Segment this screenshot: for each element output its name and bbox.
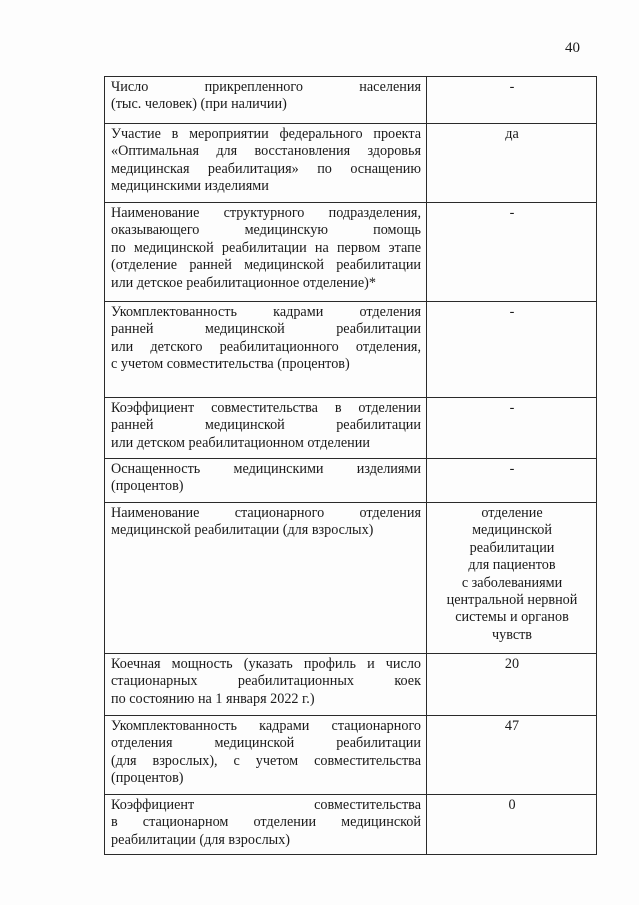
- value-line: -: [509, 205, 515, 221]
- value-line: -: [509, 79, 515, 95]
- row-value: [427, 654, 597, 716]
- table-row: [105, 716, 597, 795]
- row-label: [105, 398, 427, 459]
- value-line: отделение: [481, 505, 543, 521]
- label-line: (процентов): [111, 770, 184, 787]
- label-line: стационарных реабилитационных коек: [111, 673, 421, 690]
- label-line: «Оптимальная для восстановления здоровья: [111, 143, 421, 160]
- label-line: медицинскими изделиями: [111, 178, 269, 195]
- value-line: да: [505, 126, 519, 142]
- value-line: чувств: [491, 626, 533, 643]
- label-line: отделения медицинской реабилитации: [111, 735, 421, 752]
- label-line: Наименование структурного подразделения,: [111, 205, 421, 221]
- label-line: Участие в мероприятии федерального проекта: [111, 126, 421, 142]
- value-line: -: [509, 304, 515, 320]
- value-line: 20: [504, 656, 520, 672]
- label-line: оказывающего медицинскую помощь: [111, 222, 421, 239]
- row-value: [427, 398, 597, 459]
- info-table: [104, 76, 597, 855]
- label-line: медицинской реабилитации (для взрослых): [111, 522, 374, 539]
- table-row: [105, 503, 597, 654]
- value-line: -: [509, 461, 515, 477]
- row-label: [105, 795, 427, 855]
- value-line: реабилитации: [469, 539, 555, 556]
- label-line: или детское реабилитационное отделение)*: [111, 274, 376, 291]
- table-row: [105, 795, 597, 855]
- table-row: [105, 124, 597, 203]
- row-label: [105, 77, 427, 124]
- label-line: ранней медицинской реабилитации: [111, 417, 421, 434]
- value-line: с заболеваниями: [461, 574, 563, 591]
- row-value: [427, 503, 597, 654]
- label-line: (тыс. человек) (при наличии): [111, 96, 287, 113]
- row-label: [105, 459, 427, 503]
- row-label: [105, 203, 427, 302]
- table-row: [105, 203, 597, 302]
- value-line: системы и органов: [455, 609, 569, 626]
- row-value: [427, 203, 597, 302]
- value-line: центральной нервной: [446, 592, 578, 609]
- table-row: [105, 77, 597, 124]
- label-line: или детском реабилитационном отделении: [111, 434, 370, 451]
- label-line: по медицинской реабилитации на первом этапе: [111, 239, 421, 256]
- label-line: Число прикрепленного населения: [111, 79, 421, 95]
- table-row: [105, 398, 597, 459]
- label-line: или детского реабилитационного отделения,: [111, 338, 421, 355]
- row-value: [427, 716, 597, 795]
- value-line: медицинской: [472, 522, 552, 539]
- row-label: [105, 503, 427, 654]
- label-line: Коэффициент совместительства в отделении: [111, 400, 421, 416]
- label-line: Укомплектованность кадрами стационарного: [111, 718, 421, 734]
- row-label: [105, 716, 427, 795]
- value-line: 47: [504, 718, 520, 734]
- page-number: 40: [565, 40, 580, 56]
- row-value: [427, 77, 597, 124]
- label-line: Наименование стационарного отделения: [111, 505, 421, 521]
- label-line: с учетом совместительства (процентов): [111, 356, 350, 373]
- row-value: [427, 459, 597, 503]
- label-line: (процентов): [111, 478, 184, 495]
- value-line: 0: [508, 797, 516, 813]
- row-label: [105, 654, 427, 716]
- value-line: -: [509, 400, 515, 416]
- table-row: [105, 459, 597, 503]
- value-line: для пациентов: [468, 557, 556, 574]
- label-line: по состоянию на 1 января 2022 г.): [111, 690, 315, 707]
- label-line: медицинская реабилитация» по оснащению: [111, 160, 421, 177]
- label-line: (для взрослых), с учетом совместительства: [111, 752, 421, 769]
- row-label: [105, 124, 427, 203]
- label-line: (отделение ранней медицинской реабилитации: [111, 257, 421, 274]
- table-row: [105, 302, 597, 398]
- row-value: [427, 302, 597, 398]
- label-line: Оснащенность медицинскими изделиями: [111, 461, 421, 477]
- table-row: [105, 654, 597, 716]
- row-value: [427, 124, 597, 203]
- label-line: Коэффициент совместительства: [111, 797, 421, 813]
- label-line: в стационарном отделении медицинской: [111, 814, 421, 831]
- label-line: ранней медицинской реабилитации: [111, 321, 421, 338]
- row-label: [105, 302, 427, 398]
- label-line: Укомплектованность кадрами отделения: [111, 304, 421, 320]
- label-line: Коечная мощность (указать профиль и число: [111, 656, 421, 672]
- label-line: реабилитации (для взрослых): [111, 831, 291, 848]
- row-value: [427, 795, 597, 855]
